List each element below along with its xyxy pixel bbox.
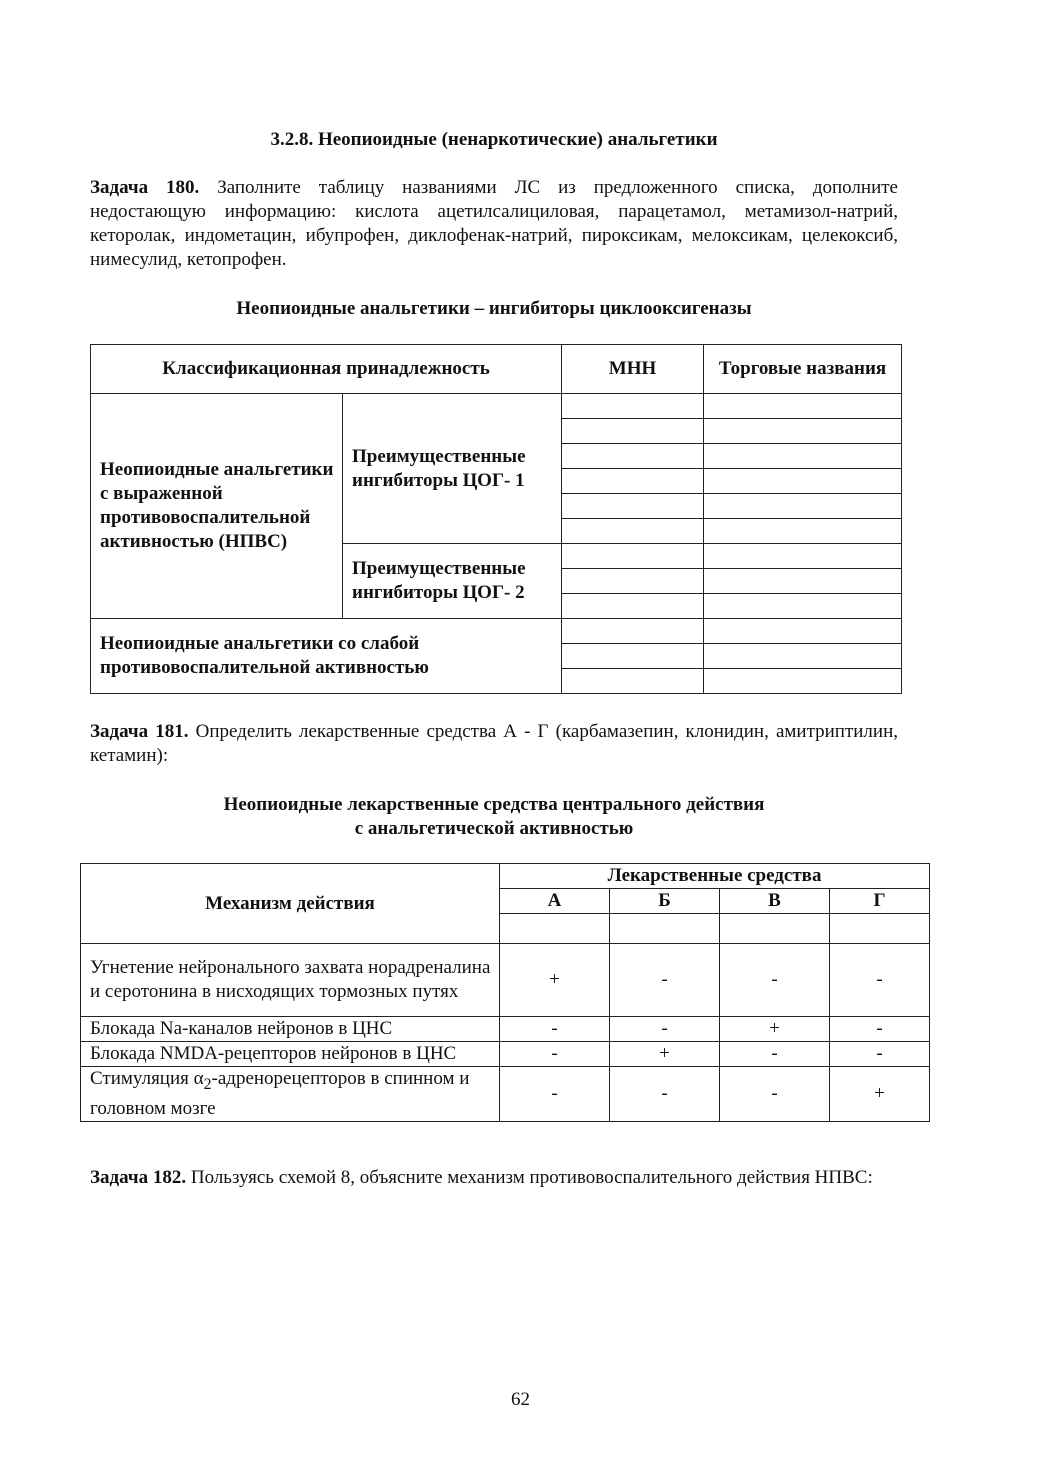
task-180-paragraph <box>90 176 898 272</box>
trade-name-cell[interactable] <box>704 419 902 444</box>
value-cell: + <box>500 944 610 1017</box>
table-2-title <box>90 793 898 841</box>
inn-cell[interactable] <box>562 494 704 519</box>
subgroup-cox1-label: Преимущественные ингибиторы ЦОГ- 1 <box>343 394 562 544</box>
value-cell: - <box>830 1017 930 1042</box>
mechanism-prefix: Стимуляция α <box>90 1068 204 1089</box>
inn-cell[interactable] <box>562 444 704 469</box>
mechanism-cell: Блокада Na-каналов нейронов в ЦНС <box>81 1017 500 1042</box>
central-analgesics-table <box>80 863 930 1122</box>
drug-name-cell-g[interactable] <box>830 914 930 944</box>
inn-cell[interactable] <box>562 669 704 694</box>
mechanism-suffix: -адренорецепторов в спинном и головном мозге <box>90 1068 470 1119</box>
trade-name-cell[interactable] <box>704 519 902 544</box>
drug-name-cell-b[interactable] <box>610 914 720 944</box>
header-classification: Классификационная принадлежность <box>91 345 562 394</box>
header-drug-b: Б <box>610 889 720 914</box>
mechanism-subscript: 2 <box>203 1075 212 1093</box>
header-inn: МНН <box>562 345 704 394</box>
trade-name-cell[interactable] <box>704 619 902 644</box>
inn-cell[interactable] <box>562 594 704 619</box>
value-cell: - <box>720 944 830 1017</box>
mechanism-cell: Угнетение нейронального захвата норадреналина и серотонина в нисходящих тормозных путях <box>81 944 500 1017</box>
table-1-title: Неопиоидные анальгетики – ингибиторы циклооксигеназы <box>236 298 752 319</box>
trade-name-cell[interactable] <box>704 469 902 494</box>
value-cell: - <box>500 1017 610 1042</box>
trade-name-cell[interactable] <box>704 669 902 694</box>
value-cell: + <box>610 1042 720 1067</box>
section-title: 3.2.8. Неопиоидные (ненаркотические) анальгетики <box>270 129 718 150</box>
value-cell: - <box>610 1017 720 1042</box>
drug-name-cell-a[interactable] <box>500 914 610 944</box>
value-cell: + <box>830 1067 930 1122</box>
inn-cell[interactable] <box>562 544 704 569</box>
task-181-text: Определить лекарственные средства А - Г (карбамазепин, клонидин, амитриптилин, кетамин): <box>90 721 899 766</box>
page-number: 62 <box>511 1389 530 1410</box>
task-182-text: Пользуясь схемой 8, объясните механизм противовоспалительного действия НПВС: <box>190 1167 873 1188</box>
header-drug-v: В <box>720 889 830 914</box>
value-cell: + <box>720 1017 830 1042</box>
task-180-text: Заполните таблицу названиями ЛС из предложенного списка, дополните недостающую информацию: кислота ацетилсалициловая, парацетамол, метамизол-натрий, кеторолак, индометацин, ибупрофен, диклофенак-натрий, пироксикам, мелоксикам, целекоксиб, нимесулид, кетопрофен. <box>90 177 898 270</box>
subgroup-cox2-label: Преимущественные ингибиторы ЦОГ- 2 <box>343 544 562 619</box>
header-trade-names: Торговые названия <box>704 345 902 394</box>
trade-name-cell[interactable] <box>704 644 902 669</box>
inn-cell[interactable] <box>562 619 704 644</box>
header-drugs: Лекарственные средства <box>500 864 930 889</box>
inn-cell[interactable] <box>562 469 704 494</box>
value-cell: - <box>500 1067 610 1122</box>
inn-cell[interactable] <box>562 419 704 444</box>
table-2-title-line-2: с анальгетической активностью <box>354 818 634 839</box>
trade-name-cell[interactable] <box>704 394 902 419</box>
value-cell: - <box>720 1042 830 1067</box>
table-2-title-line-1: Неопиоидные лекарственные средства центрального действия <box>223 794 765 815</box>
inn-cell[interactable] <box>562 519 704 544</box>
header-mechanism: Механизм действия <box>81 864 500 944</box>
group-nsaid-label: Неопиоидные анальгетики с выраженной противовоспалительной активностью (НПВС) <box>91 394 343 619</box>
value-cell: - <box>720 1067 830 1122</box>
trade-name-cell[interactable] <box>704 444 902 469</box>
inn-cell[interactable] <box>562 644 704 669</box>
trade-name-cell[interactable] <box>704 544 902 569</box>
task-181-paragraph <box>90 720 898 768</box>
value-cell: - <box>610 1067 720 1122</box>
header-drug-a: А <box>500 889 610 914</box>
cox-inhibitors-table <box>90 344 902 694</box>
value-cell: - <box>610 944 720 1017</box>
mechanism-cell: Блокада NMDA-рецепторов нейронов в ЦНС <box>81 1042 500 1067</box>
trade-name-cell[interactable] <box>704 594 902 619</box>
trade-name-cell[interactable] <box>704 494 902 519</box>
header-drug-g: Г <box>830 889 930 914</box>
drug-name-cell-v[interactable] <box>720 914 830 944</box>
value-cell: - <box>830 1042 930 1067</box>
task-181-label: Задача 181. <box>90 721 189 742</box>
inn-cell[interactable] <box>562 394 704 419</box>
inn-cell[interactable] <box>562 569 704 594</box>
trade-name-cell[interactable] <box>704 569 902 594</box>
mechanism-cell <box>81 1067 500 1122</box>
group-weak-label: Неопиоидные анальгетики со слабой противовоспалительной активностью <box>91 619 562 694</box>
value-cell: - <box>500 1042 610 1067</box>
task-182-label: Задача 182. <box>90 1167 187 1188</box>
task-182-paragraph <box>90 1166 898 1190</box>
task-180-label: Задача 180. <box>90 177 200 198</box>
value-cell: - <box>830 944 930 1017</box>
